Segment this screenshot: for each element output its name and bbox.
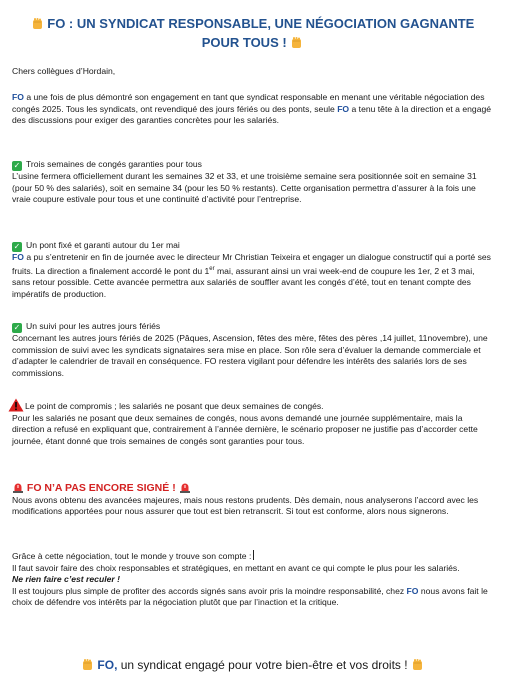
section-holidays [12,321,493,379]
section-not-signed [12,482,493,518]
closing-slogan: Ne rien faire c’est reculer ! [12,574,120,585]
fo-label: FO [12,92,24,102]
closing-paragraph: Grâce à cette négociation, tout le monde y trouve son compte : Il faut savoir faire des choix responsables et stratégiques, en mettant en avant ce qui compte le plus pour les salariés. Ne rien faire c’est reculer ! Il est toujours plus simple de profiter des accords signés sans avoir pris la moindre responsabilité, chez FO nous avons fait le choix de défendre vos intérêts par la négociation plutôt que par l’inaction et la critique. [12,551,488,608]
section-body: L’usine fermera officiellement durant les semaines 32 et 33, et une troisième semaine sera positionnée soit en semaine 31 (pour 50 % des salariés), soit en semaine 34 (pour les 50 % restants). Cette organisation permettra d’assurer à la fois une vraie coupure estivale pour tous et une continuité d’activité pour l’entreprise. [12,171,477,205]
section-body: Concernant les autres jours fériés de 2025 (Pâques, Ascension, fêtes des mère, fêtes des pères ,14 juillet, 11novembre), une commission de suivi avec les syndicats signataires sera mise en place. Son rôle sera d’évaluer la demande commerciale et d’adapter le calendrier de travail en conséquence. FO restera vigilant pour défendre les intérêts des salariés lors de ses commissions. [12,333,488,378]
section-body: Pour les salariés ne posant que deux semaines de congés, nous avons demandé une journée supplémentaire, mais la direction a refusé en expliquant que, contrairement à l’année dernière, le scénario proposer ne justifie pas d’accorder cette journée, étant donné que trois semaines de congés sont garanties pour tous. [12,412,478,446]
rotating-light-icon [12,482,24,493]
fo-label: FO [406,585,419,596]
page-title [14,14,491,52]
section-body: Nous avons obtenu des avancées majeures, mais nous restons prudents. Dès demain, nous analyserons l’accord avec les modifications apportées pour nous assurer que tout est bien retranscrit. Si tout est conforme, alors nous signerons. [12,494,479,517]
section-heading: Le point de compromis ; les salariés ne posant que deux semaines de congés. [25,401,324,411]
raised-fist-icon [411,658,424,671]
check-mark-icon: ✓ [13,323,21,332]
check-mark-icon: ✓ [13,161,21,170]
section-may-bridge: ✓ Un pont fixé et garanti autour du 1er mai FO a pu s’entretenir en fin de journée avec le directeur Mr Christian Teixeira et engager un dialogue constructif qui a porté ses fruits. La direction a finalement accordé le pont du 1er mai, assurant ainsi un vrai week-end de coupure les 1er, 2 et 3 mai, sans retour possible. Cette avancée permettra aux salariés de souffler avant les congés d’été, tout en tenant compte des impératifs de production. [12,240,491,299]
fo-label: FO [337,103,350,114]
rotating-light-icon [179,482,191,493]
title-line-1: FO : UN SYNDICAT RESPONSABLE, UNE NÉGOCIATION GAGNANTE [47,16,475,31]
check-mark-icon: ✓ [13,242,21,251]
fo-label: FO [12,252,24,262]
fo-label: FO, [97,658,118,672]
footer-slogan: FO, un syndicat engagé pour votre bien-être et vos droits ! [14,657,491,673]
section-heading: Un pont fixé et garanti autour du 1er mai [26,240,180,250]
title-line-2: POUR TOUS ! [201,35,287,50]
raised-fist-icon [81,658,94,671]
raised-fist-icon [290,36,303,49]
greeting: Chers collègues d’Hordain, [12,66,116,76]
section-weeks [12,159,493,206]
section-heading: Un suivi pour les autres jours fériés [26,321,161,331]
section-heading: Trois semaines de congés garanties pour tous [26,159,202,169]
raised-fist-icon [31,17,44,30]
intro-paragraph: FO a une fois de plus démontré son engagement en tant que syndicat responsable en menant une véritable négociation des congés 2025. Tous les syndicats, ont revendiqué des jours fériés ou des ponts, seule FO a tenu tête à la direction et a engagé des discussions pour exiger des garanties concrètes pour les salariés. [12,92,492,126]
section-compromise [12,401,493,447]
closing-line: Il faut savoir faire des choix responsables et stratégiques, en mettant en avant ce qui compte le plus pour les salariés. [12,562,460,573]
text-cursor [253,550,254,560]
alert-heading: FO N’A PAS ENCORE SIGNÉ ! [12,482,191,494]
closing-line: Grâce à cette négociation, tout le monde y trouve son compte : [12,551,252,561]
